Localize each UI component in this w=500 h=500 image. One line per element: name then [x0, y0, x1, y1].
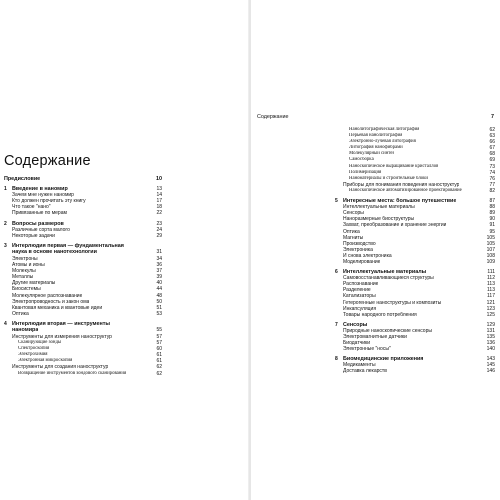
chapter-number: 2 — [4, 220, 7, 227]
chapter-number: 8 — [335, 356, 338, 363]
toc-entry-page: 105 — [486, 240, 495, 247]
toc-entry-title: Товары народного потребления — [343, 311, 417, 318]
toc-entry-title: Нанолитографическая литография — [349, 127, 420, 132]
chapter-number: 1 — [4, 186, 7, 193]
toc-entry-title: Сенсоры — [343, 321, 368, 328]
toc-entry-page: 143 — [486, 356, 495, 363]
toc-entry-page: 131 — [486, 327, 495, 334]
left-page — [0, 0, 249, 500]
toc-entry-title: Биодатчики — [343, 340, 371, 347]
toc-entry-sub[interactable] — [335, 259, 495, 265]
toc-entry-page: 82 — [489, 187, 495, 194]
toc-entry-page: 40 — [156, 280, 162, 287]
toc-entry-page: 62 — [489, 127, 495, 133]
toc-entry-page: 57 — [156, 340, 162, 347]
toc-entry-page: 62 — [156, 364, 162, 371]
toc-entry-title: Природные наноскопические сенсоры — [343, 327, 432, 334]
toc-entry-title: Металлы — [12, 274, 34, 281]
toc-entry-page: 109 — [486, 258, 495, 265]
toc-entry-title: Привязанные по мерам — [12, 210, 67, 217]
toc-entry-title: Полимеризация — [349, 169, 382, 175]
toc-entry-page: 60 — [156, 346, 162, 353]
toc-entry-title: Электромагнитные датчики — [343, 334, 407, 340]
toc-entry-title: Электронная микроскопия — [18, 358, 73, 364]
chapter-number: 7 — [335, 321, 338, 328]
toc-entry-page: 74 — [489, 169, 495, 176]
toc-entry-title: Электроника — [343, 246, 373, 253]
toc-entry-title: Интеллектуальные материалы — [343, 204, 415, 211]
toc-entry-title: Молекулярный синтез — [349, 151, 395, 157]
toc-entry-page: 77 — [489, 181, 495, 188]
toc-entry-page: 69 — [489, 157, 495, 164]
toc-entry-page: 88 — [489, 204, 495, 211]
toc-entry-page: 123 — [486, 305, 495, 312]
toc-entry-title: Интерлюдия вторая — инструменты — [12, 320, 111, 327]
toc-entry-title: Инкапсуляция — [343, 305, 377, 312]
toc-entry-title: Доставка лекарств — [343, 368, 387, 375]
toc-entry-title: Электронно-лучевая литография — [349, 139, 416, 145]
toc-entry-sub[interactable] — [335, 312, 495, 318]
toc-entry-page: 29 — [156, 232, 162, 239]
toc-entry-page: 57 — [156, 333, 162, 340]
toc-entry-title: Моделирование — [343, 258, 381, 265]
toc-entry-title: Другие материалы — [12, 280, 56, 287]
chapter-number: 3 — [4, 242, 7, 249]
toc-entry-title: Спектроскопия — [18, 346, 50, 352]
toc-entry-page: 13 — [156, 186, 162, 193]
toc-entry-title: Сенсоры — [343, 210, 364, 217]
toc-entry-page: 17 — [156, 198, 162, 205]
toc-entry-title: Приборы для понимания поведения наноструктур — [343, 181, 460, 188]
toc-entry-title: Интерлюдия первая — фундаментальная — [12, 242, 124, 249]
toc-entry-page: 10 — [156, 176, 162, 182]
toc-entry-page: 18 — [156, 204, 162, 211]
toc-entry-title: Молекулы — [12, 268, 36, 275]
toc-entry-page: 91 — [489, 222, 495, 229]
toc-entry-title: Электроны — [12, 255, 38, 262]
chapter-number: 6 — [335, 269, 338, 276]
toc-entry-chapter2[interactable] — [4, 327, 162, 334]
toc-entry-title: Интересные места: большое путешествие — [343, 198, 457, 205]
toc-entry-page: 107 — [486, 246, 495, 253]
toc-entry-page: 51 — [156, 304, 162, 311]
toc-entry-title: Различные сорта малого — [12, 226, 70, 233]
toc-entry-page: 63 — [489, 133, 495, 140]
toc-entry-sub[interactable] — [4, 311, 162, 317]
toc-entry-title: Атомы и ионы — [12, 262, 45, 269]
toc-entry-page: 14 — [156, 192, 162, 199]
toc-entry-title: Некоторые задачи — [12, 232, 55, 239]
toc-entry-title: наномира — [12, 326, 39, 333]
toc-entry-page: 37 — [156, 268, 162, 275]
running-header: Содержание — [257, 114, 289, 120]
right-page — [251, 0, 500, 500]
toc-entry-title: Разделение — [343, 287, 371, 294]
toc-entry-page: 66 — [489, 139, 495, 146]
toc-entry-title: Электрохимия — [18, 352, 48, 358]
toc-entry-title: Оптика — [12, 310, 29, 317]
toc-entry-page: 36 — [156, 262, 162, 269]
toc-entry-page: 61 — [156, 352, 162, 359]
toc-entry-page: 39 — [156, 274, 162, 281]
page-title: Содержание — [4, 153, 91, 169]
toc-entry-page: 67 — [489, 145, 495, 152]
toc-entry-page: 145 — [486, 362, 495, 369]
toc-entry-page: 44 — [156, 286, 162, 293]
toc-entry-subsub[interactable] — [4, 371, 162, 377]
toc-entry-title: Интеллектуальные материалы — [343, 269, 427, 276]
toc-right — [335, 127, 495, 375]
toc-entry-title: Гетерогенные наноструктуры и композиты — [343, 299, 442, 306]
toc-entry-title: Вопросы размеров — [12, 220, 64, 227]
toc-entry-page: 112 — [487, 275, 495, 282]
toc-entry-title: Распознавание — [343, 281, 379, 288]
toc-entry-title: наука в основе нанотехнологии — [12, 248, 97, 255]
toc-entry-page: 113 — [487, 281, 495, 288]
toc-entry-page: 117 — [487, 293, 495, 300]
toc-entry-page: 61 — [156, 358, 162, 365]
toc-entry-page: 22 — [156, 210, 162, 217]
toc-entry-title: Наноразмерные биоструктуры — [343, 216, 415, 223]
toc-entry-page: 62 — [156, 370, 162, 377]
toc-entry-title: Самосборка — [349, 157, 374, 163]
toc-entry-title: Кто должен прочитать эту книгу — [12, 198, 86, 205]
chapter-number: 4 — [4, 320, 7, 327]
toc-entry-title: Сканирующие зонды — [18, 340, 62, 346]
toc-entry-title: Захват, преобразование и хранение энергии — [343, 222, 447, 229]
toc-entry-page: 135 — [486, 334, 495, 340]
toc-entry-title: Молекулярное распознавание — [12, 292, 83, 299]
toc-entry-title: Инструменты для измерения наноструктур — [12, 333, 112, 340]
toc-entry-title: Магниты — [343, 234, 364, 241]
toc-entry-page: 108 — [486, 252, 495, 259]
toc-entry-page: 111 — [487, 269, 495, 276]
page-number: 7 — [491, 114, 494, 120]
toc-entry-sub[interactable] — [335, 346, 495, 352]
toc-entry-title: Предисловие — [4, 176, 41, 182]
toc-entry-page: 136 — [486, 340, 495, 347]
toc-entry-title: Возвращение инструментов зондового сканирования — [18, 370, 127, 376]
toc-entry-title: Биомедицинские приложения — [343, 356, 424, 363]
chapter-number: 5 — [335, 198, 338, 205]
toc-entry-page: 95 — [489, 228, 495, 235]
toc-entry-page: 76 — [489, 175, 495, 182]
toc-entry-page: 113 — [487, 287, 495, 294]
toc-entry-page: 23 — [156, 220, 162, 227]
toc-entry-title: И снова электроника — [343, 252, 392, 259]
toc-entry-title: Наноскопическое автоматизированное проектирование — [349, 187, 462, 193]
toc-entry-title: Медикаменты — [343, 362, 376, 369]
toc-entry-page: 31 — [156, 248, 162, 255]
toc-entry-page: 121 — [486, 299, 495, 306]
toc-entry-title: Самовосстанавливающиеся структуры — [343, 275, 434, 282]
toc-entry-chapter2[interactable] — [4, 249, 162, 256]
toc-left — [4, 176, 162, 377]
toc-entry-page: 50 — [156, 298, 162, 305]
toc-entry-page: 129 — [486, 321, 495, 328]
toc-entry-title: Биосистемы — [12, 286, 41, 293]
toc-entry-title: Зачем мне нужен наномир — [12, 192, 74, 199]
toc-entry-title: Введение в наномир — [12, 186, 68, 193]
toc-entry-title: Инструменты для создания наноструктур — [12, 364, 109, 371]
toc-entry-title: Производство — [343, 240, 376, 247]
toc-entry-title: Катализаторы — [343, 293, 376, 300]
toc-entry-page: 55 — [156, 326, 162, 333]
toc-entry-sub[interactable] — [4, 233, 162, 239]
toc-entry-title: Литография нанофибрами — [349, 145, 403, 151]
toc-entry-sub[interactable] — [335, 368, 495, 374]
toc-entry-page: 73 — [489, 163, 495, 170]
toc-entry-subsub[interactable] — [335, 188, 495, 194]
toc-entry-page: 68 — [489, 151, 495, 158]
toc-entry-page: 105 — [486, 234, 495, 241]
toc-entry-title: Что такое "нано" — [12, 204, 51, 211]
toc-entry-page: 87 — [489, 198, 495, 205]
toc-entry-page: 48 — [156, 292, 162, 299]
toc-entry-title: Наноскопическое выращивание кристаллов — [349, 163, 439, 169]
toc-entry-title: Электронные "носы" — [343, 346, 391, 353]
toc-entry-title: Перьевая нанолитография — [349, 133, 403, 139]
toc-entry-title: Квантовая механика и квантовые идеи — [12, 304, 103, 311]
toc-entry-top[interactable] — [4, 176, 162, 182]
toc-entry-page: 24 — [156, 226, 162, 233]
toc-entry-page: 90 — [489, 216, 495, 223]
toc-entry-page: 146 — [486, 368, 495, 375]
toc-entry-page: 34 — [156, 255, 162, 262]
toc-entry-page: 140 — [486, 346, 495, 353]
toc-entry-title: Электропроводность и закон ома — [12, 298, 90, 305]
toc-entry-title: Наноматериалы и строительные блоки — [349, 175, 429, 181]
toc-entry-page: 53 — [156, 310, 162, 317]
toc-entry-sub[interactable] — [4, 210, 162, 216]
toc-entry-title: Оптика — [343, 228, 360, 235]
toc-entry-page: 89 — [489, 210, 495, 217]
toc-entry-page: 125 — [486, 311, 495, 318]
